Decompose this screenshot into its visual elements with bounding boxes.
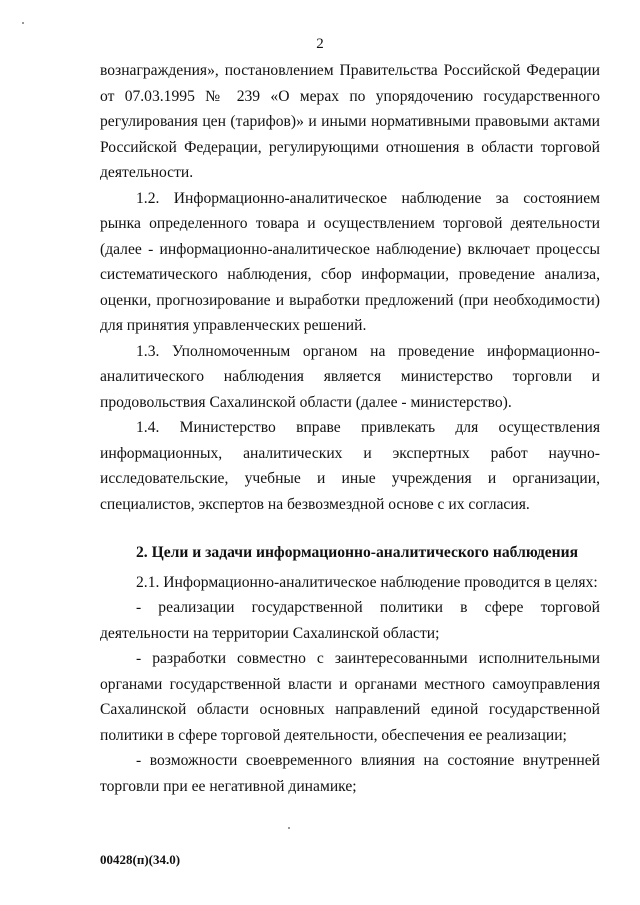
document-body xyxy=(100,58,600,799)
paragraph-1-2: 1.2. Информационно-аналитическое наблюдение за состоянием рынка определенного товара и осуществлением торговой деятельности (далее - информационно-аналитическое наблюдение) включает процессы систематического наблюдения, сбор информации, проведение анализа, оценки, прогнозирование и выработки предложений (при необходимости) для принятия управленческих решений. xyxy=(100,189,600,334)
paragraph-intro-continuation: вознаграждения», постановлением Правительства Российской Федерации от 07.03.1995 № 239 «О мерах по упорядочению государственного регулирования цен (тарифов)» и иными нормативными правовыми актами Российской Федерации, регулирующими отношения в области торговой деятельности. xyxy=(100,62,600,181)
list-item-goal-1: - реализации государственной политики в сфере торговой деятельности на территории Сахалинской области; xyxy=(100,599,600,642)
paragraph-1-4: 1.4. Министерство вправе привлекать для осуществления информационных, аналитических и экспертных работ научно-исследовательские, учебные и иные учреждения и организации, специалистов, экспертов на безвозмездной основе с их согласия. xyxy=(100,419,600,513)
paragraph-2-1: 2.1. Информационно-аналитическое наблюдение проводится в целях: xyxy=(136,573,598,591)
page-number: 2 xyxy=(316,36,324,52)
scan-speck xyxy=(288,827,290,829)
section-heading: 2. Цели и задачи информационно-аналитического наблюдения xyxy=(136,544,579,561)
list-item-goal-2: - разработки совместно с заинтересованными исполнительными органами государственной власти и органами местного самоуправления Сахалинской области основных направлений единой государственной политики в сфере торговой деятельности, обеспечения ее реализации; xyxy=(100,650,600,744)
paragraph-1-3: 1.3. Уполномоченным органом на проведение информационно-аналитического наблюдения является министерство торговли и продовольствия Сахалинской области (далее - министерство). xyxy=(100,342,600,411)
list-item-goal-3: - возможности своевременного влияния на состояние внутренней торговли при ее негативной динамике; xyxy=(100,752,600,795)
document-code: 00428(п)(34.0) xyxy=(100,852,181,867)
scan-speck xyxy=(22,22,24,24)
